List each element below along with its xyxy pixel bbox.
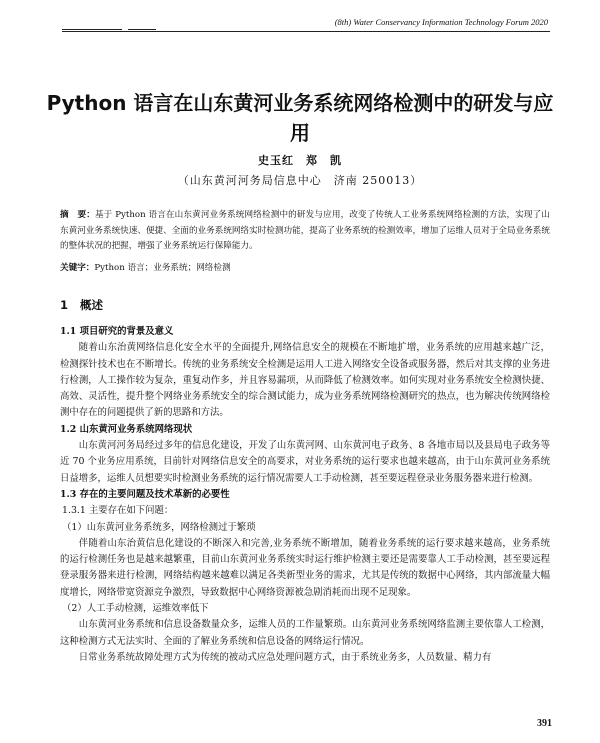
list-item-heading: （1）山东黄河业务系统多，网络检测过于繁琐	[62, 521, 256, 533]
keywords	[60, 261, 231, 273]
header-rule	[62, 31, 550, 32]
section-number: 1	[60, 298, 69, 312]
paragraph: 日常业务系统故障处理方式为传统的被动式应急处理问题方式，由于系统业务多，人员数量、精力有	[78, 651, 492, 663]
paragraph: 山东黄河河务局经过多年的信息化建设，开发了山东黄河网、山东黄河电子政务、8 各地市局以及县局电子政务等近 70 个业务应用系统，目前针对网络信息安全的高要求，对业务系统的运行要求也越来越高，由于山东黄河业务系统日益增多，运维人员想要实时检测业务系统的运行情况需要人工手动检测，甚至要远程登录业务服务器来进行检测。	[60, 440, 550, 484]
subsection-heading: 1.1 项目研究的背景及意义	[60, 326, 174, 337]
keywords-label: 关键字：	[60, 263, 95, 273]
paragraph: 伴随着山东治黄信息化建设的不断深入和完善,业务系统不断增加，随着业务系统的运行要求越来越高，业务系统的运行检测任务也是越来越繁重，目前山东黄河业务系统实时运行维护检测主要还是需要靠人工手动检测，甚至要远程登录服务器来进行检测，网络结构越来越难以满足各类新型业务的需求，尤其是传统的数据中心网络，其内部流量大幅度增长，网络带宽资源竞争激烈，导致数据中心网络资源被急剧消耗而出现不足现象。	[60, 537, 550, 598]
sub-subsection-heading: 1.3.1 主要存在如下问题：	[62, 505, 174, 517]
paragraph: 山东黄河业务系统和信息设备数量众多，运维人员的工作量繁琐。山东黄河业务系统网络监测主要依靠人工检测，这种检测方式无法实时、全面的了解业务系统和信息设备的网络运行情况。	[60, 619, 550, 647]
subsection-heading: 1.3 存在的主要问题及技术革新的必要性	[60, 488, 230, 500]
header-rule-segment	[62, 29, 122, 30]
running-header: (8th) Water Conservancy Information Technology Forum 2020	[334, 17, 548, 27]
paper-title: Python 语言在山东黄河业务系统网络检测中的研发与应用	[46, 91, 554, 145]
body-text	[60, 324, 550, 666]
header-rule-segment	[128, 29, 156, 30]
subsection-heading: 1.2 山东黄河业务系统网络现状	[60, 423, 193, 435]
authors: 史玉红 郑 凯	[258, 154, 342, 167]
abstract-label: 摘 要：	[60, 210, 95, 220]
section-title: 概述	[80, 298, 104, 312]
paragraph: 随着山东治黄网络信息化安全水平的全面提升,网络信息安全的规模在不断地扩增，业务系统的应用越来越广泛，检测探针技术也在不断增长。传统的业务系统安全检测是运用人工进入网络安全设备或服务器，然后对其支撑的业务进行检测，人工操作较为复杂，重复动作多，并且容易漏项，从而降低了检测效率。如何实现对业务系统安全检测快捷、高效、灵活性，提升整个网络业务系统安全的综合测试能力，成为业务系统网络检测研究的热点，也为解决传统网络检测中存在的问题提供了新的思路和方法。	[60, 342, 550, 419]
abstract-text: 基于 Python 语言在山东黄河业务系统网络检测中的研发与应用，改变了传统人工业务系统网络检测的方法，实现了山东黄河业务系统快速、便捷、全面的业务系统网络实时检测功能，提高了业务系统的检测效率，增加了运维人员对于全局业务系统的整体状况的把握，增强了业务系统运行保障能力。	[60, 210, 550, 251]
abstract	[60, 208, 550, 255]
keywords-text: Python 语言；业务系统；网络检测	[94, 263, 231, 273]
page-number: 391	[537, 718, 552, 729]
affiliation: （山东黄河河务局信息中心 济南 250013）	[177, 174, 423, 187]
list-item-heading: （2）人工手动检测，运维效率低下	[62, 603, 209, 615]
section-heading	[60, 297, 103, 313]
